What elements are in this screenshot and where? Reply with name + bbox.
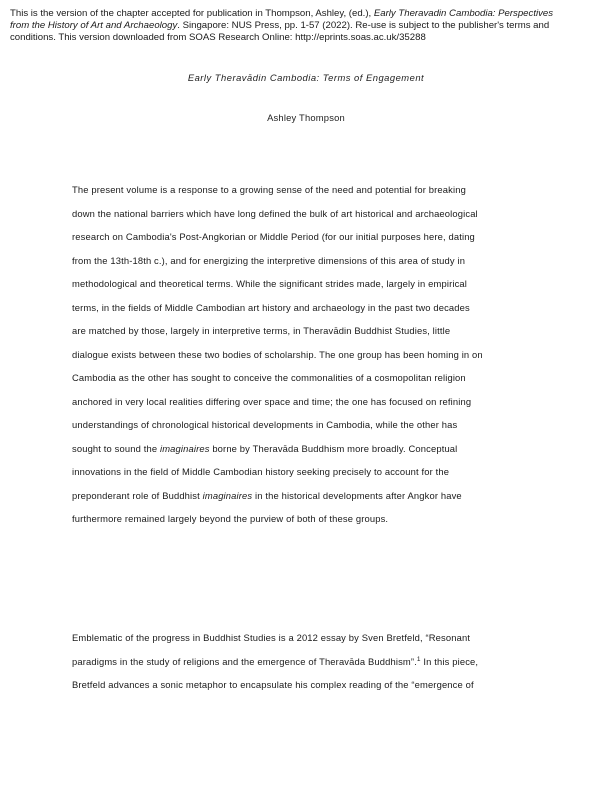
publication-notice (10, 8, 600, 44)
footnote-reference[interactable]: 1 (416, 655, 421, 663)
text-line: dialogue exists between these two bodies of scholarship. The one group has been homing in on (72, 348, 483, 360)
text-line: are matched by those, largely in interpretive terms, in Theravādin Buddhist Studies, little (72, 325, 451, 336)
text-line: paradigms in the study of religions and the emergence of Theravāda Buddhism”.$^1$ In this piece, (72, 655, 479, 667)
notice-line: from the History of Art and Archaeology. Singapore: NUS Press, pp. 1-57 (2022). Re-use is subject to the publisher's terms and (10, 20, 550, 31)
paragraph-1 (72, 178, 548, 531)
notice-line: conditions. This version downloaded from SOAS Research Online: http://eprints.soas.ac.uk/35288 (10, 32, 426, 43)
text-line: Bretfeld advances a sonic metaphor to encapsulate his complex reading of the “emergence of (72, 679, 474, 690)
chapter-title: Early Theravādin Cambodia: Terms of Engagement (187, 72, 425, 83)
text-line: research on Cambodia's Post-Angkorian or Middle Period (for our initial purposes here, dating (72, 231, 475, 242)
notice-line: This is the version of the chapter accepted for publication in Thompson, Ashley, (ed.), Early Theravadin Cambodia: Perspectives (10, 8, 554, 19)
book-title: Early Theravadin Cambodia: Perspectives (373, 8, 554, 19)
text-line: anchored in very local realities differing over space and time; the one has focused on refining (72, 395, 472, 407)
text-line: down the national barriers which have long defined the bulk of art historical and archaeological (72, 207, 478, 219)
text-line: preponderant role of Buddhist imaginaires in the historical developments after Angkor have (72, 489, 462, 501)
book-title-continued: from the History of Art and Archaeology (10, 20, 178, 31)
paragraph-2 (72, 626, 548, 697)
text-line: terms, in the fields of Middle Cambodian art history and archaeology in the past two decades (72, 301, 470, 313)
text-line: sought to sound the imaginaires borne by Theravāda Buddhism more broadly. Conceptual (72, 442, 458, 454)
text-line: Cambodia as the other has sought to conceive the commonalities of a cosmopolitan religion (72, 372, 466, 383)
text-line: methodological and theoretical terms. While the significant strides made, largely in empirical (72, 278, 468, 289)
text-line: innovations in the field of Middle Cambodian history seeking precisely to account for the (72, 466, 450, 477)
text-line: understandings of chronological historical developments in Cambodia, while the other has (72, 419, 458, 430)
text-line: from the 13th-18th c.), and for energizing the interpretive dimensions of this area of study in (72, 254, 466, 266)
text-line: furthermore remained largely beyond the purview of both of these groups. (72, 513, 389, 524)
author-name: Ashley Thompson (267, 112, 345, 123)
text-line: Emblematic of the progress in Buddhist Studies is a 2012 essay by Sven Bretfeld, “Resonant (72, 632, 471, 643)
text-line: The present volume is a response to a growing sense of the need and potential for breaking (72, 184, 466, 195)
